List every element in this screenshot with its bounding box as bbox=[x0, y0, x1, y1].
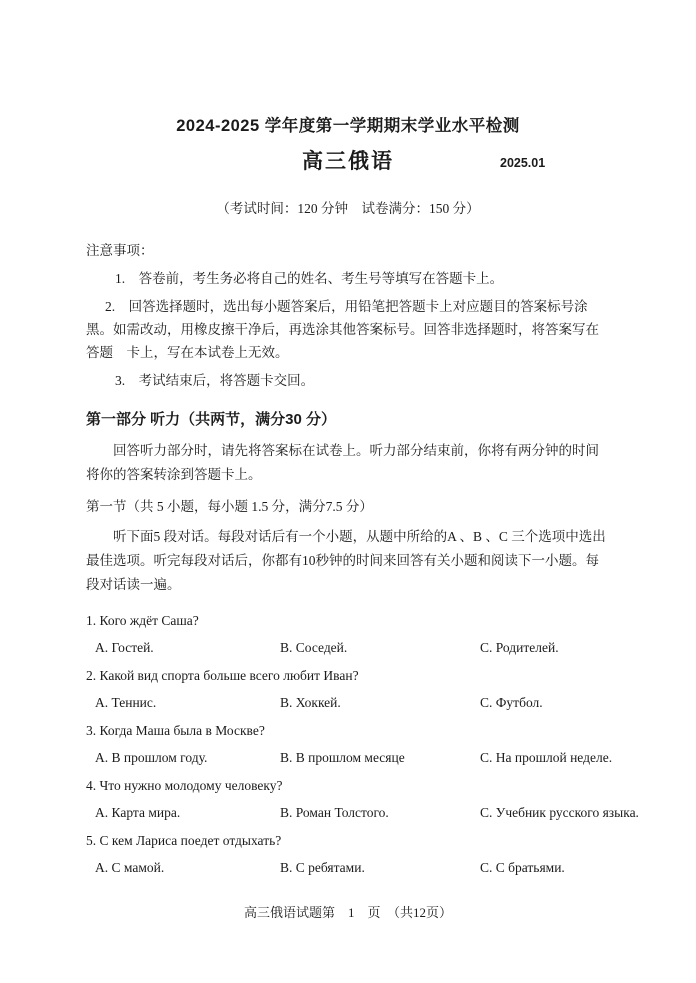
question-1-option-a: А. Гостей. bbox=[95, 640, 154, 655]
question-4-option-b: В. Роман Толстого. bbox=[280, 805, 389, 820]
question-3-option-a: А. В прошлом году. bbox=[95, 750, 208, 765]
subject-line bbox=[86, 145, 610, 173]
page-footer: 高三俄语试题第 1 页 （共12页） bbox=[243, 905, 452, 920]
notice-heading: 注意事项： bbox=[86, 243, 154, 258]
question-5 bbox=[86, 827, 610, 881]
notice-section bbox=[86, 239, 610, 392]
part1-section bbox=[86, 408, 610, 597]
part1-intro: 回答听力部分时，请先将答案标在试卷上。听力部分结束前，你将有两分钟的时间将你的答案转涂到答题卡上。 bbox=[86, 443, 599, 482]
question-2 bbox=[86, 662, 610, 716]
question-4-options bbox=[86, 799, 639, 826]
question-1-option-b: В. Соседей. bbox=[280, 640, 348, 655]
question-1-text: 1. Кого ждёт Саша? bbox=[86, 613, 199, 628]
question-2-option-a: А. Теннис. bbox=[95, 695, 157, 710]
notice-item-1: 1. 答卷前，考生务必将自己的姓名、考生号等填写在答题卡上。 bbox=[115, 271, 504, 286]
subject-title: 高三俄语 bbox=[302, 150, 394, 173]
question-2-option-b: В. Хоккей. bbox=[280, 695, 341, 710]
question-1 bbox=[86, 607, 610, 661]
question-5-text: 5. С кем Лариса поедет отдыхать? bbox=[86, 833, 282, 848]
notice-item-3: 3. 考试结束后，将答题卡交回。 bbox=[115, 373, 315, 388]
exam-title: 2024-2025 学年度第一学期期末学业水平检测 bbox=[176, 117, 520, 135]
question-5-option-b: В. С ребятами. bbox=[280, 860, 365, 875]
question-3-option-b: В. В прошлом месяце bbox=[280, 750, 405, 765]
exam-info: （考试时间：120 分钟 试卷满分：150 分） bbox=[216, 201, 480, 216]
question-4-text: 4. Что нужно молодому человеку? bbox=[86, 778, 283, 793]
part1-heading: 第一部分 听力（共两节，满分30 分） bbox=[86, 411, 337, 428]
question-2-options bbox=[86, 689, 610, 716]
exam-date: 2025.01 bbox=[500, 156, 546, 170]
question-2-option-c: С. Футбол. bbox=[480, 695, 543, 710]
question-1-option-c: С. Родителей. bbox=[480, 640, 559, 655]
question-4-option-a: А. Карта мира. bbox=[95, 805, 181, 820]
question-3 bbox=[86, 717, 613, 771]
question-2-text: 2. Какой вид спорта больше всего любит Иван? bbox=[86, 668, 359, 683]
notice-item-2: 2. 回答选择题时，选出每小题答案后，用铅笔把答题卡上对应题目的答案标号涂黑。如需改动，用橡皮擦干净后，再选涂其他答案标号。回答非选择题时，将答案写在答题 卡上，写在本试卷上无效。 bbox=[86, 299, 599, 360]
question-4-option-c: С. Учебник русского языка. bbox=[480, 805, 639, 820]
question-1-options bbox=[86, 634, 610, 661]
listening-questions bbox=[86, 607, 639, 881]
question-3-option-c: С. На прошлой неделе. bbox=[480, 750, 613, 765]
question-4 bbox=[86, 772, 639, 826]
question-3-options bbox=[86, 744, 613, 771]
question-5-option-a: А. С мамой. bbox=[95, 860, 165, 875]
section1-intro: 听下面5 段对话。每段对话后有一个小题，从题中所给的A 、B 、C 三个选项中选出最佳选项。听完每段对话后，你都有10秒钟的时间来回答有关小题和阅读下一小题。每段对话读一遍。 bbox=[86, 529, 606, 592]
question-3-text: 3. Когда Маша была в Москве? bbox=[86, 723, 265, 738]
section1-heading: 第一节（共 5 小题，每小题 1.5 分，满分7.5 分） bbox=[86, 499, 373, 514]
question-5-options bbox=[86, 854, 610, 881]
question-5-option-c: С. С братьями. bbox=[480, 860, 565, 875]
